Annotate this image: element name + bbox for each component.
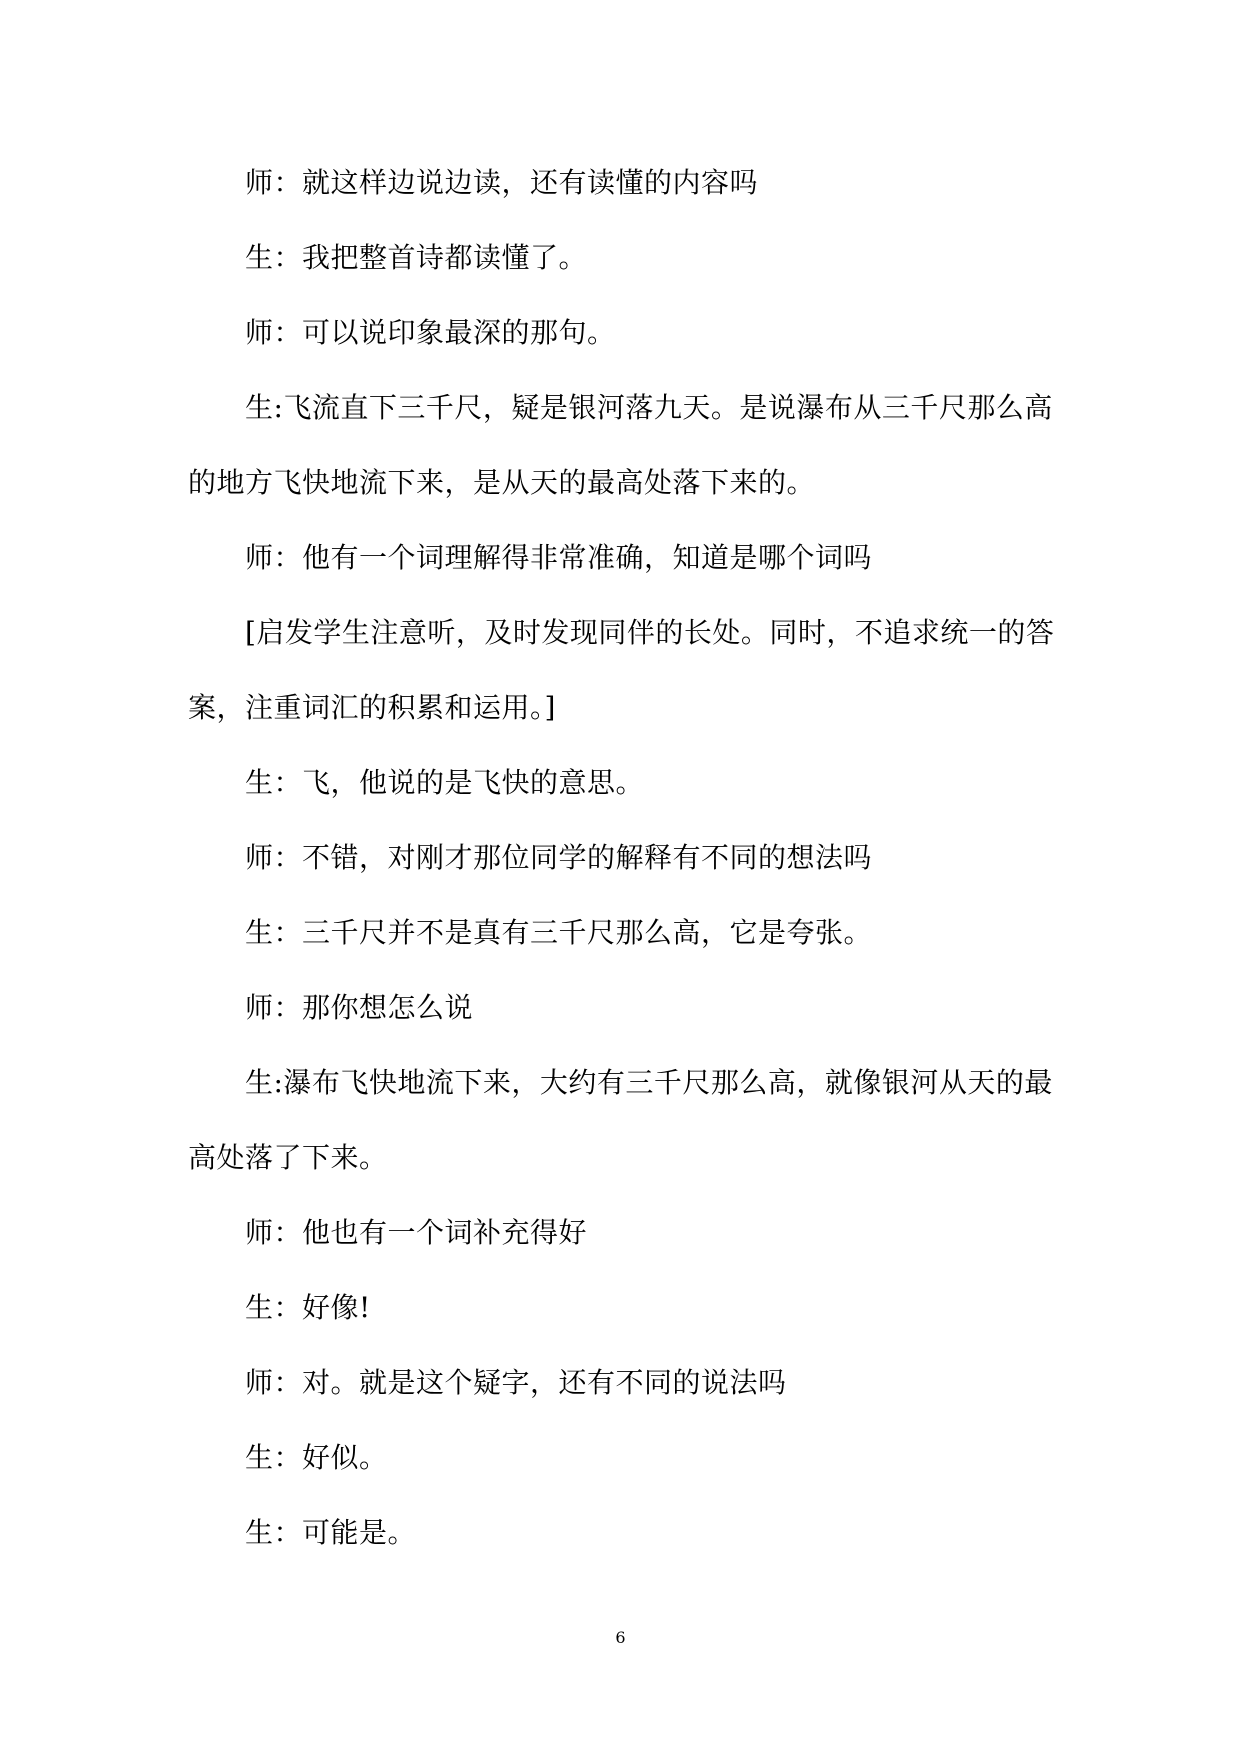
paragraph: 生:瀑布飞快地流下来，大约有三千尺那么高，就像银河从天的最高处落了下来。 bbox=[188, 1066, 1053, 1174]
paragraph: 生：我把整首诗都读懂了。 bbox=[245, 241, 588, 274]
paragraph: 师：那你想怎么说 bbox=[245, 991, 474, 1024]
paragraph: 生：好似。 bbox=[245, 1441, 388, 1474]
paragraph: 生：三千尺并不是真有三千尺那么高，它是夸张。 bbox=[245, 916, 873, 949]
paragraph: [启发学生注意听，及时发现同伴的长处。同时，不追求统一的答案，注重词汇的积累和运用。] bbox=[188, 616, 1055, 724]
paragraph: 生:飞流直下三千尺，疑是银河落九天。是说瀑布从三千尺那么高的地方飞快地流下来，是从天的最高处落下来的。 bbox=[188, 391, 1053, 499]
paragraph: 生：飞，他说的是飞快的意思。 bbox=[245, 766, 645, 799]
paragraph: 生：可能是。 bbox=[245, 1516, 417, 1549]
page-number: 6 bbox=[615, 1628, 626, 1647]
document-body bbox=[188, 145, 1056, 1570]
paragraph: 师：他也有一个词补充得好 bbox=[245, 1216, 588, 1249]
paragraph: 生：好像! bbox=[245, 1291, 371, 1324]
paragraph: 师：不错，对刚才那位同学的解释有不同的想法吗 bbox=[245, 841, 873, 874]
paragraph: 师：可以说印象最深的那句。 bbox=[245, 316, 616, 349]
paragraph: 师：对。就是这个疑字，还有不同的说法吗 bbox=[245, 1366, 787, 1399]
paragraph: 师：就这样边说边读，还有读懂的内容吗 bbox=[245, 166, 759, 199]
paragraph: 师：他有一个词理解得非常准确，知道是哪个词吗 bbox=[245, 541, 873, 574]
